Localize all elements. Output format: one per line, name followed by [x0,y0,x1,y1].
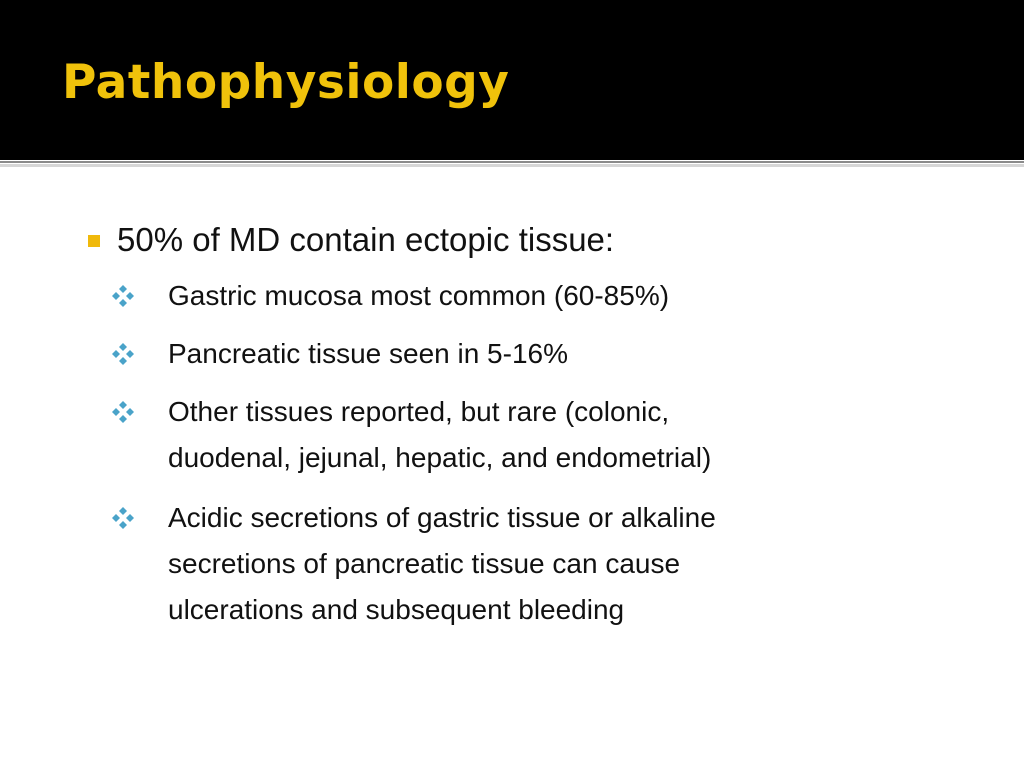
sub-bullet-line: Other tissues reported, but rare (colonic, [168,396,670,427]
four-diamond-bullet-icon [112,401,134,423]
sub-bullet-line: duodenal, jejunal, hepatic, and endometrial) [168,442,712,473]
bullet-text: 50% of MD contain ectopic tissue: [117,221,615,258]
sub-bullet-line: Gastric mucosa most common (60-85%) [168,280,670,311]
four-diamond-bullet-icon [112,507,134,529]
sub-bullet-text [168,273,908,319]
sub-bullet-line: Acidic secretions of gastric tissue or alkaline [168,502,716,533]
square-bullet-icon [88,235,100,247]
sub-bullet-line: ulcerations and subsequent bleeding [168,594,625,625]
slide-title: Pathophysiology [62,55,510,110]
four-diamond-bullet-icon [112,343,134,365]
sub-bullet-text [168,495,908,633]
sub-bullet-text [168,331,908,377]
sub-bullet-line: secretions of pancreatic tissue can cause [168,548,681,579]
sub-bullet-line: Pancreatic tissue seen in 5-16% [168,338,568,369]
four-diamond-bullet-icon [112,285,134,307]
sub-bullet-text [168,389,908,481]
